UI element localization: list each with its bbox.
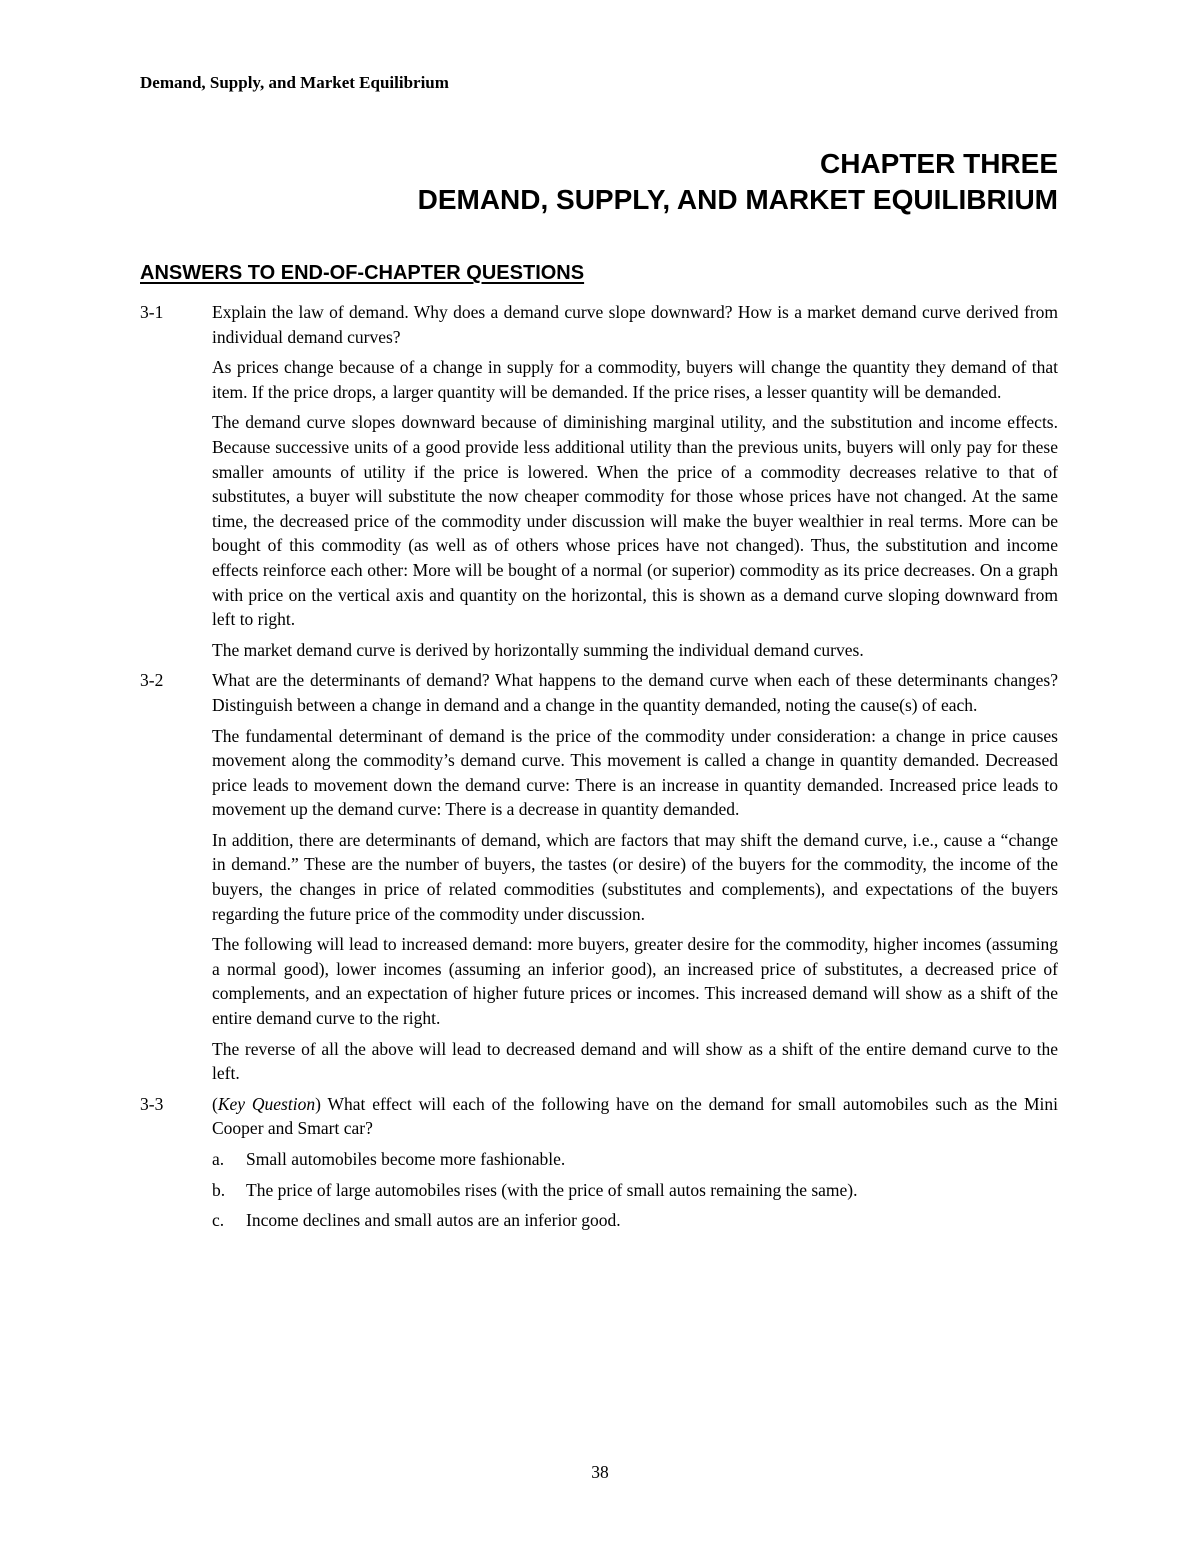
document-body bbox=[140, 300, 1058, 1245]
question-text: Explain the law of demand. Why does a demand curve slope downward? How is a market demand curve derived from individual demand curves? bbox=[212, 302, 1058, 347]
key-question-open: ( bbox=[212, 1093, 218, 1114]
answer-paragraph: The reverse of all the above will lead to decreased demand and will show as a shift of the entire demand curve to the left. bbox=[212, 1038, 1058, 1084]
item-letter: b. bbox=[212, 1179, 226, 1200]
question-body bbox=[212, 300, 1058, 662]
answer-paragraph: The following will lead to increased demand: more buyers, greater desire for the commodity, higher incomes (assuming a normal good), lower incomes (assuming an inferior good), an increased price of substitutes, a decreased price of complements, and an expectation of higher future prices or incomes. This increased demand will show as a shift of the entire demand curve to the right. bbox=[212, 934, 1058, 1029]
answer-paragraph: The fundamental determinant of demand is the price of the commodity under consideration: a change in price causes movement along the commodity’s demand curve. This movement is called a change in quantity demanded. Decreased price leads to movement down the demand curve: There is an increase in quantity demanded. Increased price leads to movement up the demand curve: There is a decrease in quantity demanded. bbox=[212, 725, 1058, 820]
question-text bbox=[212, 1092, 1058, 1141]
question-3-1 bbox=[140, 300, 1058, 662]
question-text: What are the determinants of demand? What happens to the demand curve when each of these determinants changes? Distinguish between a change in demand and a change in the quantity demanded, noting the cause(s) of each. bbox=[212, 670, 1058, 715]
page-number: 38 bbox=[591, 1462, 609, 1482]
question-body bbox=[212, 668, 1058, 1086]
item-text: The price of large automobiles rises (with the price of small autos remaining the same). bbox=[246, 1179, 858, 1200]
item-text: Income declines and small autos are an inferior good. bbox=[246, 1210, 621, 1231]
answer-paragraph: As prices change because of a change in supply for a commodity, buyers will change the quantity they demand of that item. If the price drops, a larger quantity will be demanded. If the price rises, a lesser quantity will be demanded. bbox=[212, 357, 1058, 402]
item-letter: a. bbox=[212, 1149, 225, 1169]
question-number: 3-2 bbox=[140, 670, 164, 691]
list-item bbox=[212, 1208, 1058, 1233]
question-text-main: What effect will each of the following have on the demand for small automobiles such as the Mini Cooper and Smart car? bbox=[212, 1093, 1058, 1139]
key-question-close: ) bbox=[315, 1093, 321, 1114]
question-3-3 bbox=[140, 1092, 1058, 1239]
item-letter: c. bbox=[212, 1210, 225, 1231]
key-question-label: Key Question bbox=[217, 1093, 316, 1114]
chapter-title bbox=[418, 146, 1058, 218]
chapter-number: CHAPTER THREE bbox=[819, 148, 1058, 179]
running-header: Demand, Supply, and Market Equilibrium bbox=[140, 73, 449, 92]
question-number: 3-3 bbox=[140, 1093, 164, 1114]
question-3-2 bbox=[140, 668, 1058, 1086]
answer-paragraph: The demand curve slopes downward because of diminishing marginal utility, and the substitution and income effects. Because successive units of a good provide less additional utility than the previous units, buyers will only pay for these smaller amounts of utility if the price is lowered. When the price of a commodity decreases relative to that of substitutes, a buyer will substitute the now cheaper commodity for those whose prices have not changed. At the same time, the decreased price of the commodity under discussion will make the buyer wealthier in real terms. More can be bought of this commodity (as well as of others whose prices have not changed). Thus, the substitution and income effects reinforce each other: More will be bought of a normal (or superior) commodity as its price decreases. On a graph with price on the vertical axis and quantity on the horizontal, this is shown as a demand curve sloping downward from left to right. bbox=[212, 412, 1058, 630]
question-number: 3-1 bbox=[140, 302, 164, 322]
list-item bbox=[212, 1147, 1058, 1172]
section-heading: ANSWERS TO END-OF-CHAPTER QUESTIONS bbox=[140, 262, 585, 284]
list-item bbox=[212, 1178, 1058, 1203]
question-body bbox=[212, 1092, 1058, 1239]
answer-paragraph: The market demand curve is derived by horizontally summing the individual demand curves. bbox=[212, 639, 864, 660]
item-text: Small automobiles become more fashionable. bbox=[246, 1149, 566, 1169]
chapter-name: DEMAND, SUPPLY, AND MARKET EQUILIBRIUM bbox=[417, 184, 1058, 215]
answer-paragraph: In addition, there are determinants of demand, which are factors that may shift the demand curve, i.e., cause a “change in demand.” These are the number of buyers, the tastes (or desire) of the buyers for the commodity, the income of the buyers, the changes in price of related commodities (substitutes and complements), and expectations of the buyers regarding the future price of the commodity under discussion. bbox=[212, 829, 1058, 924]
